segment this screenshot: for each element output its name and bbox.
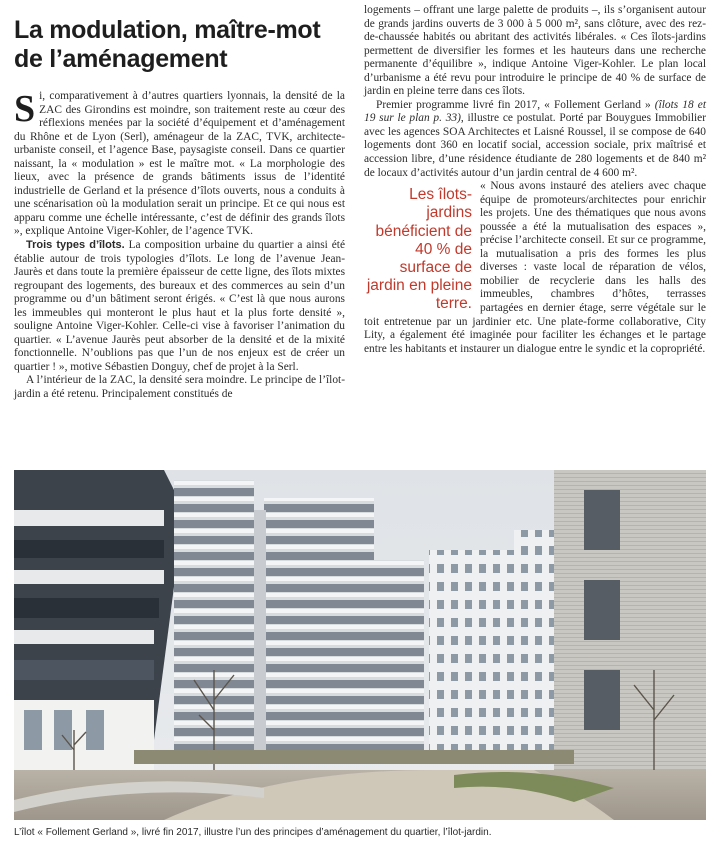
article-photo <box>14 470 706 820</box>
building-photo-illustration <box>14 470 706 820</box>
right-white-building <box>429 530 564 760</box>
left-column <box>14 90 345 402</box>
section-lead-in: Trois types d’îlots. <box>26 239 125 252</box>
paragraph-follement-gerland <box>364 99 706 180</box>
hedge <box>134 750 574 764</box>
plan-reference: (îlots 18 et 19 sur le plan p. 33) <box>364 98 706 125</box>
paragraph-typologies <box>14 239 345 374</box>
paragraph-mutualisation <box>364 180 706 356</box>
paragraph-interior: A l’intérieur de la ZAC, la densité sera moindre. Le principe de l’îlot-jardin a été retenu. Principalement constitués de <box>14 374 345 401</box>
article-headline: La modulation, maître-mot de l’aménagement <box>14 16 321 73</box>
mutualisation-text: « Nous avons instauré des ateliers avec chaque équipe de promoteurs/architectes pour enrichir les projets. Une des thématiques que nous avons poussée a été la mutualisation des espaces », précise l’architecte conseil. Et sur ce programme, la mutualisation a pris des formes les plus diverses : vaste local de réparation de vélos, mobilier de recyclerie dans les halls des immeubles, chambres d’hôtes, terrasses partagées en dernier étage, serre végétale sur le toit entretenue par un jardinier etc. Une plate-forme collaborative, City Lity, a également été imaginée pour faciliter les échanges et le partage entre les habitants et instaurer un dialogue entre le syndic et la copropriété. <box>364 180 706 355</box>
drop-cap: S <box>14 88 36 130</box>
typologies-text: La composition urbaine du quartier a ainsi été établie autour de trois typologies d’îlots. Le long de l’avenue Jean-Jaurès et dans toute la première épaisseur de cette ligne, des îlots mixtes regroupant des logements, des bureaux et des commerces au sein d’un programme ou d’un bâtiment seront érigés. « C’est là que nous aurons les immeubles qui monteront le plus haut et la plus forte densité », souligne Antoine Viger-Kohler. Celle-ci vise à favoriser l’animation du quartier. « L’avenue Jaurès peut absorber de la densité et de la mixité fonctionnelle. N’oublions pas que l’un de nos enjeux est de créer un quartier ! », motive Sébastien Donguy, chef de projet à la Serl. <box>14 239 345 373</box>
intro-text: i, comparativement à d’autres quartiers lyonnais, la densité de la ZAC des Girondins est moindre, son traitement reste au cœur des réflexions menées par la société d’équipement et d’aménagement du Rhône et de Lyon (Serl), aménageur de la ZAC, TVK, architecte-urbaniste conseil, et l’agence Base, paysagiste conseil. Dans ce quartier naissant, la « modulation » est le maître mot. « La morphologie des lieux, avec la présence de grands bâtiments issus de l’identité industrielle de Gerland et la présence d’îlots ouverts, nous a conduits à une scénarisation où la modulation serait un principe. Et ce qui nous est apparu comme une échelle intéressante, c’est de définir des grands îlots », explique Antoine Viger-Kohler, de l’agence TVK. <box>14 90 345 238</box>
program-text-start: Premier programme livré fin 2017, « Follement Gerland » <box>376 98 655 111</box>
paragraph-intro <box>14 90 345 239</box>
paragraph-ilots-jardins: logements – offrant une large palette de produits –, ils s’organisent autour de grands jardins ouverts de 3 000 à 5 000 m², sans clôture, avec des rez-de-chaussée habités ou abritant des activités libérales. « Ces îlots-jardins permettent de diversifier les formes et les hauteurs dans une recherche permanente d’équilibre », indique Antoine Viger-Kohler. Le plan local d’urbanisme a été revu pour introduire le principe de 40 % de surface de jardin en pleine terre dans ces îlots. <box>364 4 706 98</box>
right-clad-building <box>554 470 706 800</box>
pull-quote: Les îlots-jardins bénéficient de 40 % de surface de jardin en pleine terre. <box>366 186 472 313</box>
right-column <box>364 4 706 356</box>
photo-caption: L’îlot « Follement Gerland », livré fin 2017, illustre l’un des principes d’aménagement du quartier, l’îlot-jardin. <box>14 827 492 838</box>
program-text-end: , illustre ce postulat. Porté par Bouygues Immobilier avec les agences SOA Architectes et Laisné Roussel, il se compose de 640 logements dont 360 en locatif social, accession sociale, prix maîtrisé et accession libre, d’une résidence étudiante de 280 logements et de 840 m² de locaux d’activités autour d’un jardin central de 4 600 m². <box>364 112 706 179</box>
